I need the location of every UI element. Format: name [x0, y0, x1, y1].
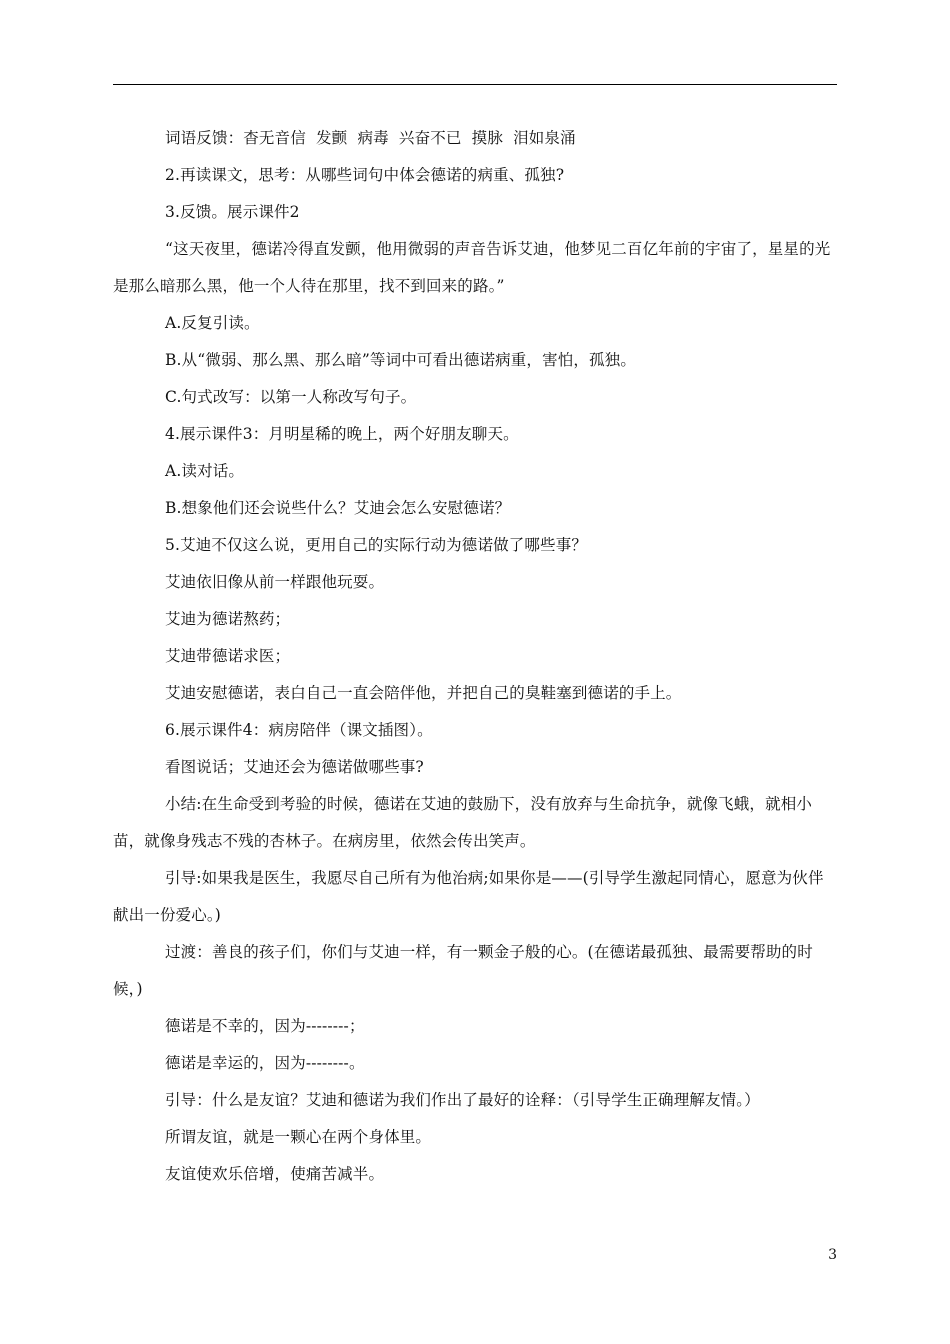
paragraph: 友谊使欢乐倍增，使痛苦减半。	[165, 1165, 385, 1183]
header-rule	[113, 84, 837, 85]
paragraph: 看图说话；艾迪还会为德诺做哪些事?	[165, 758, 424, 776]
paragraph: 3.反馈。展示课件2	[165, 203, 300, 221]
paragraph: 引导:如果我是医生，我愿尽自己所有为他治病;如果你是——(引导学生激起同情心，愿意为伙伴献出一份爱心。)	[113, 869, 824, 924]
paragraph: A.反复引读。	[165, 314, 260, 332]
paragraph: 艾迪为德诺熬药；	[165, 610, 291, 628]
paragraph: B.想象他们还会说些什么？艾迪会怎么安慰德诺？	[165, 499, 511, 517]
paragraph: 4.展示课件3：月明星稀的晚上，两个好朋友聊天。	[165, 425, 519, 443]
paragraph: 词语反馈：杳无音信 发颤 病毒 兴奋不已 摸脉 泪如泉涌	[165, 129, 576, 147]
paragraph: 2.再读课文，思考：从哪些词句中体会德诺的病重、孤独?	[165, 166, 565, 184]
paragraph: “这天夜里，德诺冷得直发颤，他用微弱的声音告诉艾迪，他梦见二百亿年前的宇宙了，星星的光是那么暗那么黑，他一个人待在那里，找不到回来的路。”	[113, 240, 831, 295]
document-body	[113, 120, 838, 1193]
paragraph: 艾迪安慰德诺，表白自己一直会陪伴他，并把自己的臭鞋塞到德诺的手上。	[165, 684, 682, 702]
paragraph: 德诺是幸运的，因为--------。	[165, 1054, 365, 1072]
paragraph: 艾迪依旧像从前一样跟他玩耍。	[165, 573, 385, 591]
paragraph: C.句式改写：以第一人称改写句子。	[165, 388, 417, 406]
paragraph: 艾迪带德诺求医；	[165, 647, 291, 665]
paragraph: 德诺是不幸的，因为--------；	[165, 1017, 365, 1035]
paragraph: 过渡：善良的孩子们，你们与艾迪一样，有一颗金子般的心。(在德诺最孤独、最需要帮助的时候，)	[113, 943, 813, 998]
paragraph: 引导：什么是友谊？艾迪和德诺为我们作出了最好的诠释：（引导学生正确理解友情。）	[165, 1091, 760, 1109]
paragraph: B.从“微弱、那么黑、那么暗”等词中可看出德诺病重，害怕，孤独。	[165, 351, 636, 369]
paragraph: 6.展示课件4：病房陪伴（课文插图）。	[165, 721, 433, 739]
paragraph: A.读对话。	[165, 462, 245, 480]
page-number: 3	[828, 1247, 837, 1263]
paragraph: 5.艾迪不仅这么说，更用自己的实际行动为德诺做了哪些事？	[165, 536, 587, 554]
paragraph: 所谓友谊，就是一颗心在两个身体里。	[165, 1128, 432, 1146]
paragraph: 小结:在生命受到考验的时候，德诺在艾迪的鼓励下，没有放弃与生命抗争，就像飞蛾，就相小苗，就像身残志不残的杏林子。在病房里，依然会传出笑声。	[113, 795, 813, 850]
